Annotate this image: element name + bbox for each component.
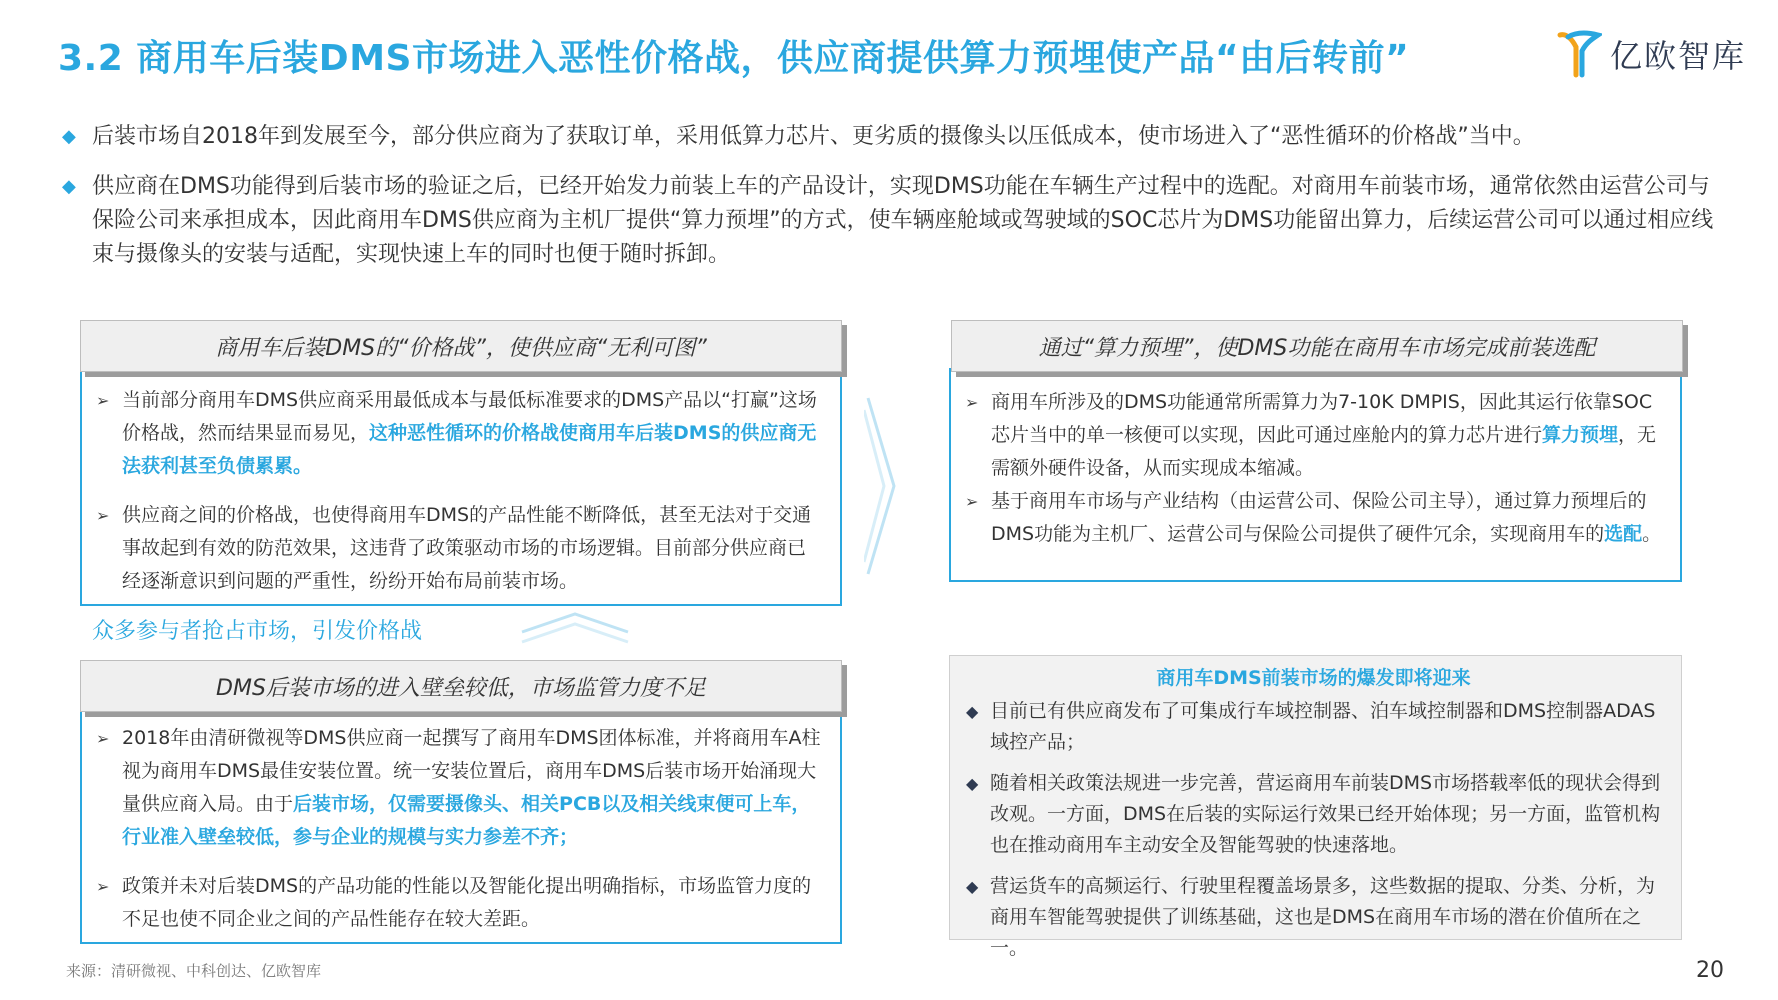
source-note: 来源：清研微视、中科创达、亿欧智库 — [66, 962, 322, 980]
item-text-tail: ，无需额外硬件设备，从而实现成本缩减。 — [991, 424, 1657, 479]
item-text: 目前已有供应商发布了可集成行车域控制器、泊车域控制器和DMS控制器ADAS域控产品； — [990, 700, 1656, 753]
diamond-bullet-icon: ◆ — [62, 126, 76, 147]
list-item — [82, 722, 824, 854]
yiou-logo-icon — [1556, 29, 1602, 79]
list-item — [964, 768, 1663, 861]
diamond-bullet-icon: ◆ — [966, 877, 979, 896]
intro-bullet — [62, 170, 1722, 272]
chevron-up-icon — [520, 608, 630, 644]
list-item — [82, 870, 824, 936]
item-highlight: 后装市场，仅需要摄像头、相关PCB以及相关线束便可上车，行业准入壁垒较低，参与企业的规模与实力参差不齐； — [122, 793, 811, 848]
box-price-war-header: 商用车后装DMS的“价格战”，使供应商“无利可图” — [80, 320, 842, 372]
arrow-bullet-icon: ➢ — [96, 391, 110, 410]
list-item — [82, 499, 824, 598]
item-text: 政策并未对后装DMS的产品功能的性能以及智能化提出明确指标，市场监管力度的不足也使不同企业之间的产品性能存在较大差距。 — [122, 875, 812, 930]
list-item — [951, 386, 1664, 485]
box-front-market-outlook — [949, 655, 1682, 959]
chevron-right-icon — [864, 396, 898, 576]
intro-bullet-text: 供应商在DMS功能得到后装市场的验证之后，已经开始发力前装上车的产品设计，实现DMS功能在车辆生产过程中的选配。对商用车前装市场，通常依然由运营公司与保险公司来承担成本，因此商用车DMS供应商为主机厂提供“算力预埋”的方式，使车辆座舱域或驾驶域的SOC芯片为DMS功能留出算力，后续运营公司可以通过相应线束与摄像头的安装与适配，实现快速上车的同时也便于随时拆卸。 — [92, 174, 1714, 267]
item-highlight: 算力预埋 — [1542, 424, 1619, 446]
caption-price-war: 众多参与者抢占市场，引发价格战 — [92, 619, 423, 644]
logo-text: 亿欧智库 — [1610, 37, 1747, 75]
item-highlight: 这种恶性循环的价格战使商用车后装DMS的供应商无法获利甚至负债累累。 — [122, 422, 817, 477]
item-text: 营运货车的高频运行、行驶里程覆盖场景多，这些数据的提取、分类、分析，为商用车智能驾驶提供了训练基础，这也是DMS在商用车市场的潜在价值所在之一。 — [990, 875, 1656, 959]
item-highlight: 选配 — [1604, 523, 1643, 545]
item-text-tail: 。 — [1642, 523, 1662, 545]
diamond-bullet-icon: ◆ — [966, 702, 979, 721]
arrow-bullet-icon: ➢ — [965, 393, 979, 412]
item-text: 2018年由清研微视等DMS供应商一起撰写了商用车DMS团体标准，并将商用车A柱视为商用车DMS最佳安装位置。统一安装位置后，商用车DMS后装市场开始涌现大量供应商入局。由于 — [122, 727, 821, 815]
brand-logo — [1556, 28, 1746, 80]
arrow-bullet-icon: ➢ — [965, 492, 979, 511]
list-item — [964, 871, 1663, 964]
intro-bullet — [62, 120, 1722, 154]
box-entry-barrier — [80, 708, 842, 944]
item-text: 商用车所涉及的DMS功能通常所需算力为7-10K DMPIS，因此其运行依靠SOC芯片当中的单一核便可以实现，因此可通过座舱内的算力芯片进行 — [991, 391, 1653, 446]
diamond-bullet-icon: ◆ — [966, 774, 979, 793]
box-compute-preload — [949, 368, 1682, 582]
item-text: 基于商用车市场与产业结构（由运营公司、保险公司主导），通过算力预埋后的DMS功能为主机厂、运营公司与保险公司提供了硬件冗余，实现商用车的 — [991, 490, 1647, 545]
item-text: 供应商之间的价格战，也使得商用车DMS的产品性能不断降低，甚至无法对于交通事故起到有效的防范效果，这违背了政策驱动市场的市场逻辑。目前部分供应商已经逐渐意识到问题的严重性，纷纷开始布局前装市场。 — [122, 504, 812, 592]
arrow-bullet-icon: ➢ — [96, 506, 110, 525]
diamond-bullet-icon: ◆ — [62, 176, 76, 197]
page-title: 3.2 商用车后装DMS市场进入恶性价格战，供应商提供算力预埋使产品“由后转前” — [58, 38, 1410, 79]
box-compute-preload-header: 通过“算力预埋”，使DMS功能在商用车市场完成前装选配 — [951, 320, 1683, 372]
box-front-market-title: 商用车DMS前装市场的爆发即将迎来 — [1156, 667, 1471, 689]
arrow-bullet-icon: ➢ — [96, 877, 110, 896]
list-item — [951, 485, 1664, 551]
list-item — [82, 384, 824, 483]
intro-bullets — [62, 120, 1722, 288]
box-entry-barrier-header: DMS后装市场的进入壁垒较低，市场监管力度不足 — [80, 660, 842, 712]
intro-bullet-text: 后装市场自2018年到发展至今，部分供应商为了获取订单，采用低算力芯片、更劣质的摄像头以压低成本，使市场进入了“恶性循环的价格战”当中。 — [92, 124, 1535, 149]
box-price-war — [80, 368, 842, 606]
page-number: 20 — [1696, 958, 1724, 983]
list-item — [964, 696, 1663, 758]
arrow-bullet-icon: ➢ — [96, 729, 110, 748]
item-text: 随着相关政策法规进一步完善，营运商用车前装DMS市场搭载率低的现状会得到改观。一方面，DMS在后装的实际运行效果已经开始体现；另一方面，监管机构也在推动商用车主动安全及智能驾驶的快速落地。 — [990, 772, 1661, 856]
item-text: 当前部分商用车DMS供应商采用最低成本与最低标准要求的DMS产品以“打赢”这场价格战，然而结果显而易见， — [122, 389, 817, 444]
